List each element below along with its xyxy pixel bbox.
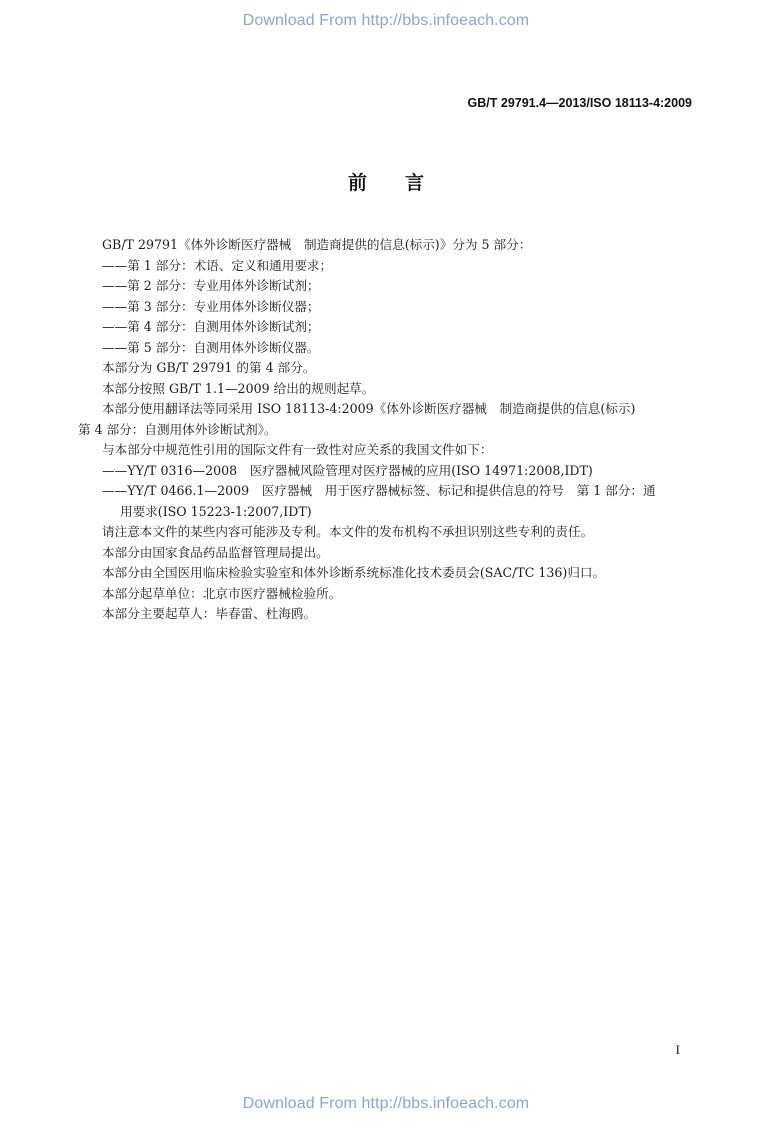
paragraph-line: 第 4 部分：自测用体外诊断试剂》。	[78, 421, 277, 437]
list-item: ——第 1 部分：术语、定义和通用要求；	[102, 257, 333, 273]
list-item: ——YY/T 0316—2008 医疗器械风险管理对医疗器械的应用(ISO 14971:2008,IDT)	[102, 462, 593, 478]
paragraph-line: GB/T 29791《体外诊断医疗器械 制造商提供的信息(标示)》分为 5 部分：	[102, 237, 532, 252]
paragraph-line: 本部分起草单位：北京市医疗器械检验所。	[102, 585, 342, 601]
paragraph-line: 本部分主要起草人：毕春雷、杜海鸥。	[102, 606, 317, 621]
paragraph-line: 本部分为 GB/T 29791 的第 4 部分。	[102, 360, 316, 375]
page-number: I	[675, 1042, 680, 1057]
list-item: ——YY/T 0466.1—2009 医疗器械 用于医疗器械标签、标记和提供信息的符号 第 1 部分：通	[102, 483, 656, 498]
foreword-body	[78, 235, 704, 625]
list-item: ——第 5 部分：自测用体外诊断仪器。	[102, 339, 320, 355]
list-item: ——第 4 部分：自测用体外诊断试剂；	[102, 319, 320, 334]
list-item-continuation: 用要求(ISO 15223-1:2007,IDT)	[120, 503, 312, 519]
list-item: ——第 2 部分：专业用体外诊断试剂；	[102, 278, 320, 293]
watermark-top: Download From http://bbs.infoeach.com	[242, 12, 530, 29]
paragraph-line: 请注意本文件的某些内容可能涉及专利。本文件的发布机构不承担识别这些专利的责任。	[102, 524, 594, 539]
watermark-bottom: Download From http://bbs.infoeach.com	[242, 1095, 530, 1112]
standard-code: GB/T 29791.4—2013/ISO 18113-4:2009	[467, 96, 692, 110]
paragraph-line: 本部分按照 GB/T 1.1—2009 给出的规则起草。	[102, 380, 375, 396]
page-title: 前言	[347, 172, 462, 194]
paragraph-line: 与本部分中规范性引用的国际文件有一致性对应关系的我国文件如下：	[102, 442, 493, 457]
paragraph-line: 本部分由全国医用临床检验实验室和体外诊断系统标准化技术委员会(SAC/TC 136)归口。	[102, 565, 606, 580]
paragraph-line: 本部分使用翻译法等同采用 ISO 18113-4:2009《体外诊断医疗器械 制造商提供的信息(标示)	[102, 401, 636, 416]
paragraph-line: 本部分由国家食品药品监督管理局提出。	[102, 544, 329, 560]
list-item: ——第 3 部分：专业用体外诊断仪器；	[102, 298, 320, 314]
